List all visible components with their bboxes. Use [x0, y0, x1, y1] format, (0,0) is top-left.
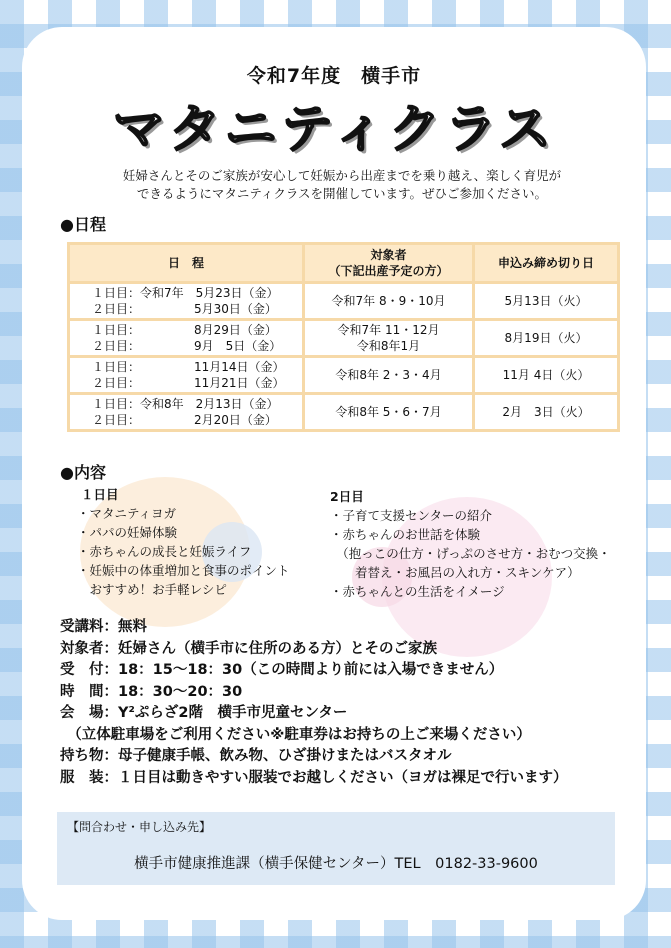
deadline: 2月 3日（火） [474, 394, 619, 431]
list-item: ・妊娠中の体重増加と食事のポイント [77, 563, 290, 578]
table-row [69, 357, 619, 394]
target-months: 令和7年 8・9・10月 [304, 283, 474, 320]
contact-heading: 【問合わせ・申し込み先】 [67, 820, 212, 834]
table-row [69, 320, 619, 357]
detail-reception: 受 付：18：15〜18：30（この時間より前には入場できません） [60, 662, 504, 678]
intro-line: 妊婦さんとそのご家族が安心して妊娠から出産までを乗り越え、楽しく育児が [122, 168, 562, 183]
contact-phone: 横手市健康推進課（横手保健センター）TEL 0182-33-9600 [134, 856, 538, 872]
session-dates: １日目：令和8年 2月13日（金） ２日目： 2月20日（金） [69, 394, 304, 431]
list-item: ・子育て支援センターの紹介 [330, 508, 493, 523]
day2-content [330, 487, 611, 601]
deadline: 8月19日（火） [474, 320, 619, 357]
contact-box [57, 812, 615, 885]
session-dates: １日目： 11月14日（金） ２日目： 11月21日（金） [69, 357, 304, 394]
detail-clothing: 服 装：１日目は動きやすい服装でお越しください（ヨガは裸足で行います） [60, 769, 568, 786]
detail-time: 時 間：18：30〜20：30 [60, 683, 243, 700]
fiscal-year-subtitle: 令和7年度 横手市 [246, 65, 422, 87]
list-item: ・赤ちゃんの成長と妊娠ライフ [77, 544, 252, 559]
target-months: 令和8年 2・3・4月 [304, 357, 474, 394]
schedule-heading: ●日程 [60, 215, 106, 234]
list-item: 着替え・お風呂の入れ方・スキンケア） [330, 565, 580, 580]
day2-title: 2日目 [330, 489, 364, 504]
table-row [69, 394, 619, 431]
col-header-target: 対象者 （下記出産予定の方） [304, 244, 474, 283]
list-item: ・赤ちゃんのお世話を体験 [330, 527, 481, 542]
detail-fee: 受講料：無料 [60, 619, 147, 635]
table-header-row [69, 244, 619, 283]
content-card [22, 27, 646, 920]
list-item: （抱っこの仕方・げっぷのさせ方・おむつ交換・ [330, 546, 611, 561]
session-dates: １日目： 8月29日（金） ２日目： 9月 5日（金） [69, 320, 304, 357]
col-header-deadline: 申込み締め切り日 [474, 244, 619, 283]
col-header-date: 日 程 [69, 244, 304, 283]
detail-venue: 会 場：Y²ぷらざ2階 横手市児童センター [60, 705, 348, 721]
list-item: ・赤ちゃんとの生活をイメージ [330, 584, 505, 599]
day1-title: １日目 [81, 487, 119, 502]
target-months: 令和7年 11・12月 令和8年1月 [304, 320, 474, 357]
list-item: ・パパの妊婦体験 [77, 525, 178, 540]
content-heading: ●内容 [60, 463, 106, 482]
detail-parking: （立体駐車場をご利用ください※駐車券はお持ちの上ご来場ください） [60, 726, 531, 743]
detail-belongings: 持ち物：母子健康手帳、飲み物、ひざ掛けまたはバスタオル [60, 748, 452, 764]
page-title: マタニティクラス [112, 100, 556, 160]
target-months: 令和8年 5・6・7月 [304, 394, 474, 431]
list-item: おすすめ！お手軽レシピ [77, 582, 227, 597]
list-item: ・マタニティヨガ [77, 506, 177, 521]
session-dates: １日目：令和7年 5月23日（金） ２日目： 5月30日（金） [69, 283, 304, 320]
deadline: 5月13日（火） [474, 283, 619, 320]
table-row [69, 283, 619, 320]
day1-content [77, 485, 290, 599]
intro-text [82, 167, 602, 203]
deadline: 11月 4日（火） [474, 357, 619, 394]
schedule-table [67, 242, 620, 432]
detail-eligibility: 対象者：妊婦さん（横手市に住所のある方）とそのご家族 [60, 640, 437, 657]
class-details [60, 617, 568, 789]
intro-line: できるようにマタニティクラスを開催しています。ぜひご参加ください。 [136, 186, 548, 201]
